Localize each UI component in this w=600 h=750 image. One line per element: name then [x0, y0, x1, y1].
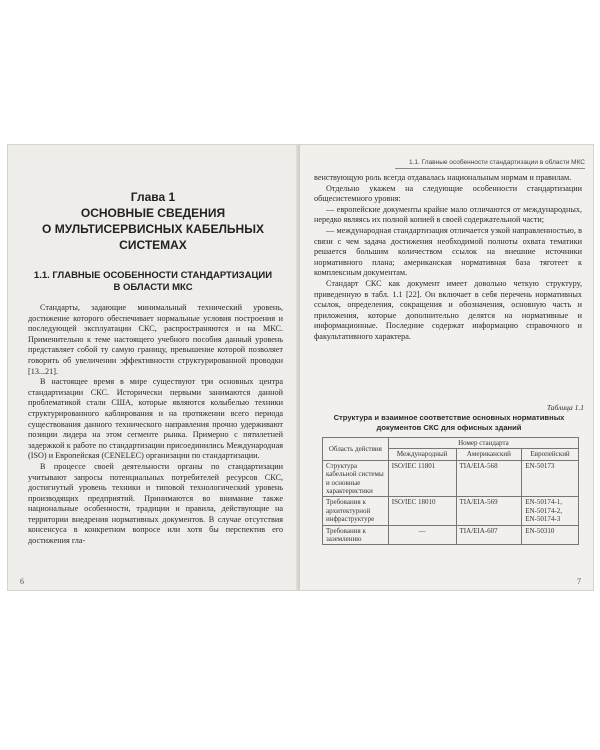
- cell-american: TIA/EIA-569: [456, 497, 522, 525]
- cell-american: TIA/EIA-607: [456, 525, 522, 545]
- cell-european: EN-50173: [522, 460, 579, 497]
- table-row: [323, 525, 579, 545]
- standards-table: [322, 437, 579, 545]
- cell-european: EN-50310: [522, 525, 579, 545]
- cell-international: —: [388, 525, 456, 545]
- chapter-number: Глава 1: [130, 190, 176, 204]
- section-title-line: В ОБЛАСТИ МКС: [113, 282, 193, 293]
- book-spread: [8, 145, 593, 590]
- chapter-heading: [18, 190, 288, 253]
- section-heading: [18, 270, 288, 294]
- table-row: [323, 497, 579, 525]
- paragraph: Отдельно укажем на следующие особенности стандартизации общесистемного уровня:: [314, 183, 582, 204]
- paragraph: Стандарт СКС как документ имеет довольно четкую структуру, приведенную в табл. 1.1 [22]. Он включает в себя перечень нормативных ссылок, определения, сокращения и обозначения, основную часть и приложения, которые дополнительно делятся на нормативные и информационные. Последние содержат информацию справочного и факультативного характера.: [314, 278, 582, 341]
- table-number: Таблица 1.1: [546, 403, 584, 412]
- list-item: — международная стандартизация отличается узкой направленностью, в связи с чем задача достижения необходимой полноты охвата тематики решается большим количеством ссылок на внешние источники нормативного плана; американская нормативная база тяготеет к комплексным документам.: [314, 225, 582, 278]
- header-standard-number: Номер стандарта: [388, 438, 578, 449]
- header-area: Область действия: [323, 438, 389, 461]
- cell-international: ISO/IEC 18010: [388, 497, 456, 525]
- table-row: [323, 460, 579, 497]
- paragraph: венствующую роль всегда отдавалась национальным нормам и правилам.: [314, 173, 572, 182]
- cell-area: Требования к заземлению: [323, 525, 389, 545]
- running-head: 1.1. Главные особенности стандартизации в области МКС: [395, 159, 585, 169]
- paragraph: Стандарты, задающие минимальный технический уровень, достижение которого обеспечивает нормальные условия построения и последующей эксплуатации СКС, распространяются и на МКС. Применительно к теме настоящего учебного пособия данный уровень представляет собой ту самую границу, превышение которой позволяет говорить об увеличении эффективности структурированной проводки [13...21].: [28, 303, 283, 376]
- table-header-row: [323, 438, 579, 449]
- chapter-title-line: ОСНОВНЫЕ СВЕДЕНИЯ: [80, 206, 226, 220]
- table-title: [314, 413, 584, 432]
- paragraph: В настоящее время в мире существуют три основных центра стандартизации СКС. Исторически первыми занимаются данной проблематикой стали США, которые являются колыбелью техники структурированного каблирования и на протяжении всего периода существования данного технического направления прочно удерживают позиции лидера на этом сегменте рынка. Примерно с пятилетней задержкой к работе по стандартизации присоединились Международная (ISO) и Европейская (CENELEC) организации по стандартизации.: [28, 377, 283, 461]
- left-page: [8, 145, 298, 590]
- cell-american: TIA/EIA-568: [456, 460, 522, 497]
- paragraph: В процессе своей деятельности органы по стандартизации учитывают запросы потенциальных потребителей ресурсов СКС, достигнутый уровень техники и типовой технологический уровень производящих предприятий. Принимаются во внимание также национальные особенности, традиции и правила, действующие на территории внедрения нормативных документов. В случае отсутствия консенсуса в конкретном вопросе или хотя бы перспектив его достижения гла-: [28, 461, 283, 546]
- cell-european: EN-50174-1, EN-50174-2, EN-50174-3: [522, 497, 579, 525]
- chapter-title-line: СИСТЕМАХ: [119, 238, 187, 252]
- right-page: [300, 145, 593, 590]
- right-body-text: [314, 173, 582, 343]
- page-number: 6: [20, 577, 24, 586]
- chapter-title-line: О МУЛЬТИСЕРВИСНЫХ КАБЕЛЬНЫХ: [42, 222, 264, 236]
- cell-area: Структура кабельной системы и основные характеристики: [323, 460, 389, 497]
- table-title-line: Структура и взаимное соответствие основных нормативных: [333, 413, 565, 422]
- table-title-line: документов СКС для офисных зданий: [376, 422, 522, 432]
- header-european: Европейский: [522, 449, 579, 460]
- left-body-text: [28, 303, 283, 547]
- section-title-line: 1.1. ГЛАВНЫЕ ОСОБЕННОСТИ СТАНДАРТИЗАЦИИ: [33, 270, 273, 281]
- header-international: Международный: [388, 449, 456, 460]
- cell-international: ISO/IEC 11801: [388, 460, 456, 497]
- list-item: — европейские документы крайне мало отличаются от международных, нередко являясь их полной копией в своей содержательной части;: [314, 204, 582, 225]
- cell-area: Требования к архитектурной инфраструктуре: [323, 497, 389, 525]
- page-number: 7: [577, 577, 581, 586]
- header-american: Американский: [456, 449, 522, 460]
